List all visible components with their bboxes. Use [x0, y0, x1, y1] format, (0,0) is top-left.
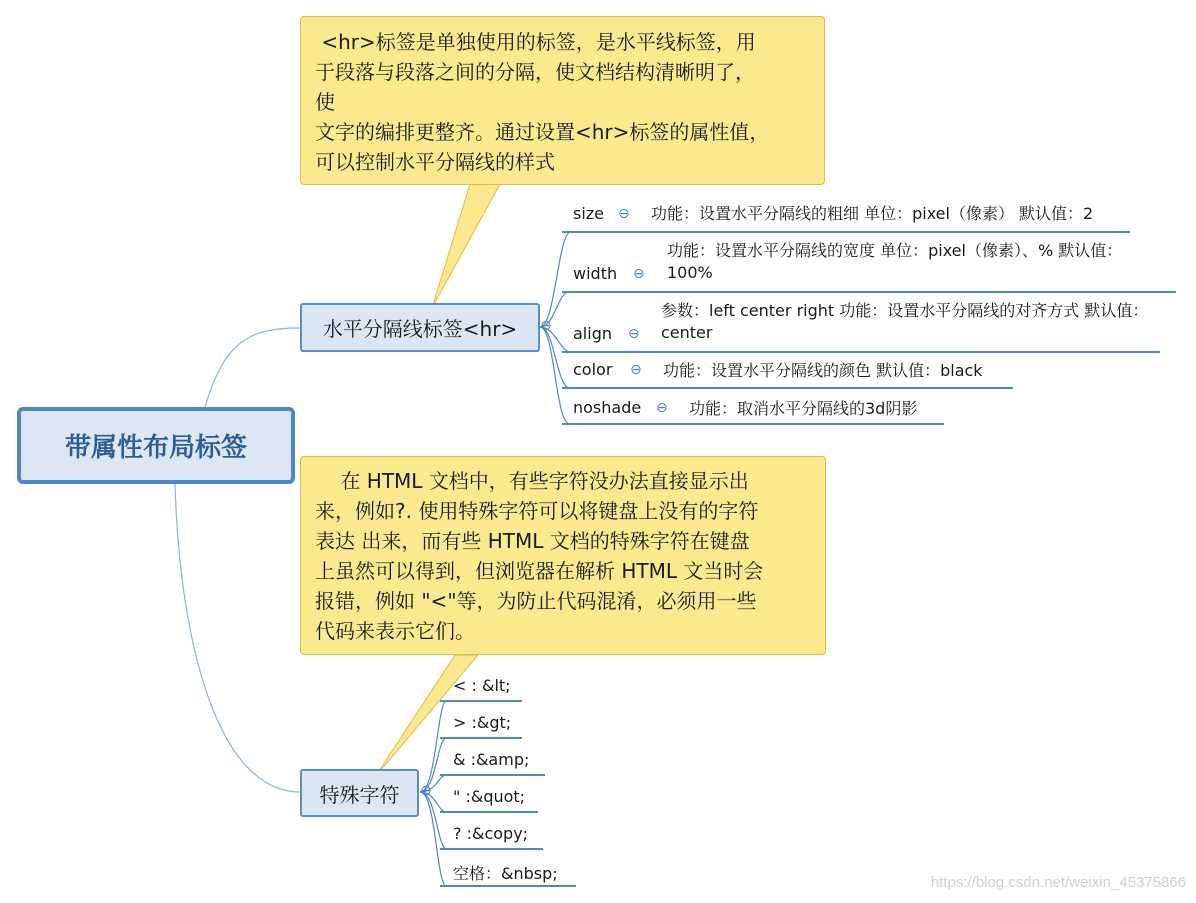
special-char-gt[interactable]: > :&gt; [453, 713, 512, 732]
special-char-quot[interactable]: " :&quot; [453, 787, 526, 806]
attr-size-label[interactable]: size [573, 204, 605, 223]
attr-noshade-desc[interactable]: 功能：取消水平分隔线的3d阴影 [689, 399, 918, 418]
special-char-amp[interactable]: & :&amp; [453, 750, 530, 769]
collapse-size-icon[interactable]: ⊖ [618, 206, 630, 222]
watermark: https://blog.csdn.net/weixin_45375866 [930, 874, 1186, 891]
collapse-special-icon[interactable]: ⊖ [420, 783, 432, 799]
attr-align-desc[interactable]: 参数：left center right 功能：设置水平分隔线的对齐方式 默认值：center [661, 301, 1149, 342]
collapse-align-icon[interactable]: ⊖ [628, 326, 640, 342]
collapse-hr-icon[interactable]: ⊖ [540, 318, 552, 334]
attr-align-label[interactable]: align [573, 324, 612, 343]
attr-noshade-label[interactable]: noshade [573, 398, 642, 417]
topic-hr-tag[interactable]: 水平分隔线标签<hr> [300, 303, 540, 352]
collapse-noshade-icon[interactable]: ⊖ [656, 400, 668, 416]
special-char-copy[interactable]: ? :&copy; [453, 824, 529, 843]
special-callout-note: 在 HTML 文档中，有些字符没办法直接显示出 来，例如?. 使用特殊字符可以将键盘上没有的字符 表达 出来，而有些 HTML 文档的特殊字符在键盘 上虽然可以得到，但浏览器在解析 HTML 文当时会 报错，例如 "<"等，为防止代码混淆，必须用一些 代码来表示它们。 [300, 456, 826, 655]
attr-width-label[interactable]: width [573, 264, 618, 283]
topic-special-chars[interactable]: 特殊字符 [300, 769, 419, 817]
collapse-width-icon[interactable]: ⊖ [633, 266, 645, 282]
special-char-nbsp[interactable]: 空格：&nbsp; [453, 864, 558, 883]
hr-callout-note: <hr>标签是单独使用的标签，是水平线标签，用 于段落与段落之间的分隔，使文档结构清晰明了， 使 文字的编排更整齐。通过设置<hr>标签的属性值， 可以控制水平分隔线的样式 [300, 16, 825, 185]
root-topic[interactable]: 带属性布局标签 [17, 407, 295, 484]
attr-color-desc[interactable]: 功能：设置水平分隔线的颜色 默认值：black [663, 361, 983, 380]
attr-color-label[interactable]: color [573, 360, 613, 379]
special-char-lt[interactable]: < : &lt; [453, 676, 511, 695]
attr-width-desc[interactable]: 功能：设置水平分隔线的宽度 单位：pixel（像素）、% 默认值：100% [667, 241, 1123, 282]
attr-size-desc[interactable]: 功能：设置水平分隔线的粗细 单位：pixel（像素） 默认值：2 [651, 204, 1094, 223]
collapse-color-icon[interactable]: ⊖ [630, 362, 642, 378]
